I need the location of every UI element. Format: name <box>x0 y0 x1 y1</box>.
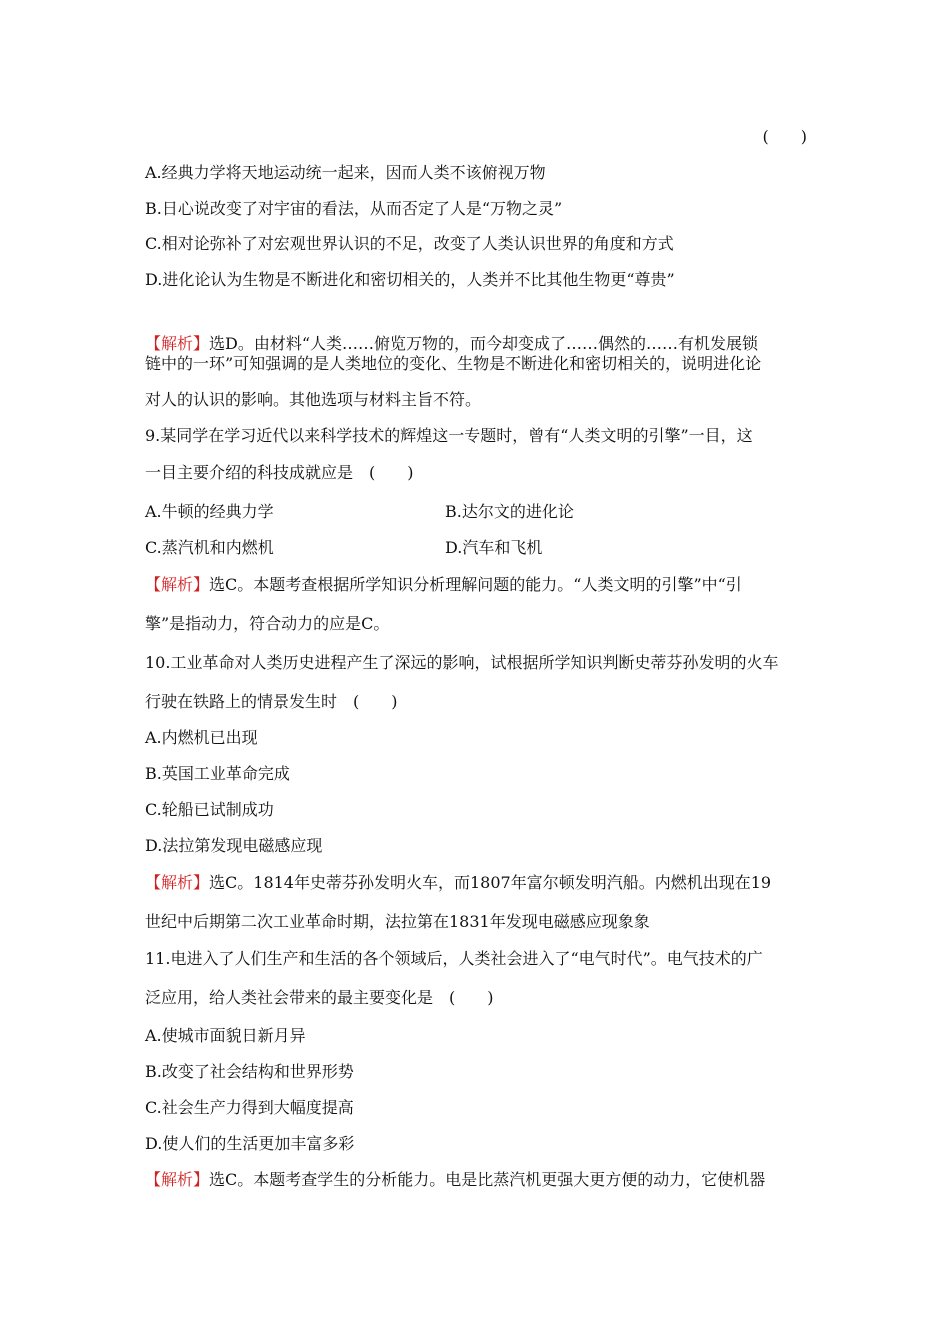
analysis-tag: 【解析】 <box>145 873 210 892</box>
q8-answer-paren-row <box>145 127 807 147</box>
q10-stem-line-1: 10.工业革命对人类历史进程产生了深远的影响，试根据所学知识判断史蒂芬孙发明的火车 <box>145 653 779 672</box>
q8-option-a: A.经典力学将天地运动统一起来，因而人类不该俯视万物 <box>145 163 546 182</box>
q8-option-d: D.进化论认为生物是不断进化和密切相关的，人类并不比其他生物更“尊贵” <box>145 270 675 289</box>
q10-option-b: B.英国工业革命完成 <box>145 764 290 783</box>
q9-option-b: B.达尔文的进化论 <box>445 502 574 521</box>
q9-analysis-line-1 <box>145 575 742 595</box>
q11-option-a: A.使城市面貌日新月异 <box>145 1026 306 1045</box>
q9-options-row-2 <box>145 538 543 558</box>
q10-stem-line-2: 行驶在铁路上的情景发生时 ( ) <box>145 692 398 711</box>
answer-paren: ( ) <box>762 127 807 146</box>
q10-option-d: D.法拉第发现电磁感应现 <box>145 836 323 855</box>
q9-option-d: D.汽车和飞机 <box>445 538 543 557</box>
q11-option-c: C.社会生产力得到大幅度提高 <box>145 1098 354 1117</box>
q8-option-b: B.日心说改变了对宇宙的看法，从而否定了人是“万物之灵” <box>145 199 563 218</box>
q11-option-d: D.使人们的生活更加丰富多彩 <box>145 1134 355 1153</box>
q8-option-c: C.相对论弥补了对宏观世界认识的不足，改变了人类认识世界的角度和方式 <box>145 234 674 253</box>
q9-stem-line-2: 一目主要介绍的科技成就应是 ( ) <box>145 463 414 482</box>
q9-options-row-1 <box>145 502 574 522</box>
q9-option-a: A.牛顿的经典力学 <box>145 502 274 521</box>
q10-analysis-line-2: 世纪中后期第二次工业革命时期，法拉第在1831年发现电磁感应现象象 <box>145 912 650 931</box>
q9-option-c: C.蒸汽机和内燃机 <box>145 538 274 557</box>
q8-analysis-line-3: 对人的认识的影响。其他选项与材料主旨不符。 <box>145 390 482 409</box>
q9-analysis-line-2: 擎”是指动力，符合动力的应是C。 <box>145 614 390 633</box>
q11-stem-line-1: 11.电进入了人们生产和生活的各个领域后，人类社会进入了“电气时代”。电气技术的广 <box>145 949 763 968</box>
q11-analysis-line-1 <box>145 1170 765 1190</box>
q8-analysis-line-2: 链中的一环”可知强调的是人类地位的变化、生物是不断进化和密切相关的，说明进化论 <box>145 354 762 373</box>
q8-analysis-line-1 <box>145 334 758 354</box>
q10-option-c: C.轮船已试制成功 <box>145 800 274 819</box>
analysis-text: 选D。由材料“人类……俯览万物的，而今却变成了……偶然的……有机发展锁 <box>209 334 759 353</box>
analysis-tag: 【解析】 <box>145 575 210 594</box>
q11-option-b: B.改变了社会结构和世界形势 <box>145 1062 354 1081</box>
q10-analysis-line-1 <box>145 873 771 893</box>
analysis-tag: 【解析】 <box>145 1170 210 1189</box>
analysis-text: 选C。1814年史蒂芬孙发明火车，而1807年富尔顿发明汽船。内燃机出现在19 <box>209 873 772 892</box>
q9-stem-line-1: 9.某同学在学习近代以来科学技术的辉煌这一专题时，曾有“人类文明的引擎”一目，这 <box>145 426 753 445</box>
q11-stem-line-2: 泛应用，给人类社会带来的最主要变化是 ( ) <box>145 988 494 1007</box>
q10-option-a: A.内燃机已出现 <box>145 728 258 747</box>
analysis-text: 选C。本题考查根据所学知识分析理解问题的能力。“人类文明的引擎”中“引 <box>209 575 742 594</box>
analysis-tag: 【解析】 <box>145 334 210 353</box>
analysis-text: 选C。本题考查学生的分析能力。电是比蒸汽机更强大更方便的动力，它使机器 <box>209 1170 766 1189</box>
